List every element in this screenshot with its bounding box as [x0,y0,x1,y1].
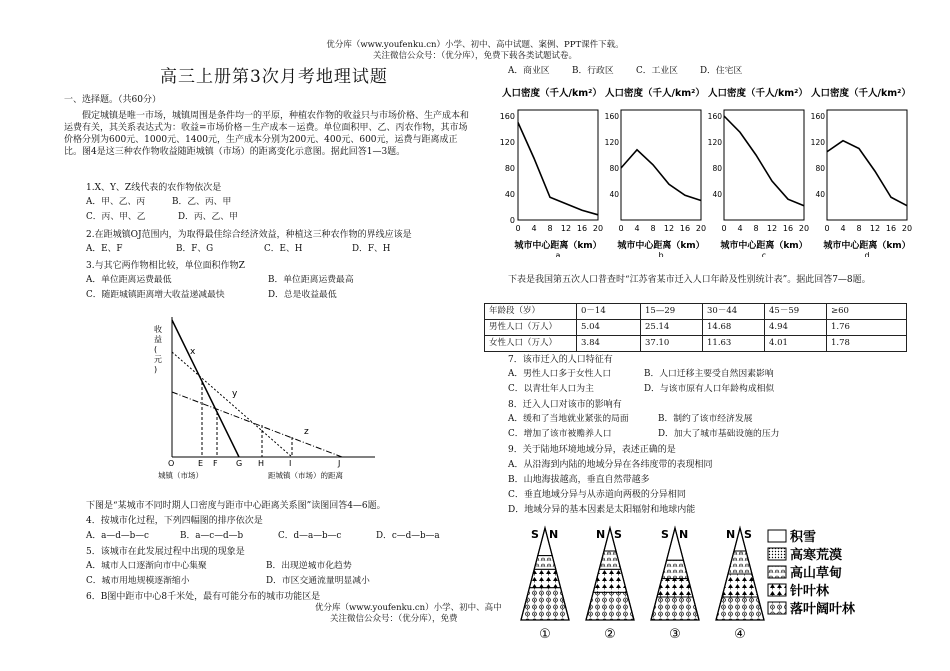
q7-option-a[interactable]: A．男性人口多于女性人口 [508,369,612,379]
table-cell: 年龄段（岁） [485,304,577,320]
density-xlabel: 城市中心距离（km） [720,241,808,251]
label-x: x [190,347,196,357]
density-panel-a [500,87,603,257]
legend-swatch [768,566,786,578]
q4-option-b[interactable]: B．a—c—d—b [180,531,244,541]
mountain-label: ④ [734,627,746,642]
q9-option-d[interactable]: D．地域分异的基本因素是太阳辐射和地球内能 [508,505,696,515]
q7-option-b[interactable]: B．人口迁移主要受自然因素影响 [644,369,774,379]
point-h: H [258,459,265,468]
density-xtick: 20 [592,224,604,233]
q3-options-2 [86,290,428,302]
table-cell: 1.76 [827,320,907,336]
label-y: y [232,389,238,399]
density-xtick: 0 [515,224,521,233]
legend-swatch [768,602,786,614]
density-ytick: 120 [500,138,515,147]
population-density-charts [500,82,925,257]
fig4-left-label: 城镇（市场） [158,471,203,480]
legend-swatch [768,548,786,560]
table-row [485,320,907,336]
density-ytick: 160 [810,112,825,121]
mountain-side-left: N [596,528,606,541]
label-z: z [304,427,309,437]
mountain-side-right: N [679,528,689,541]
density-xtick: 4 [634,224,640,233]
q2-option-c[interactable]: C．E、H [264,244,303,254]
section-heading: 一、选择题。（共60分） [64,95,161,105]
density-ylabel: 人口密度（千人/km²） [502,88,602,99]
density-xtick: 8 [753,224,759,233]
q2-option-b[interactable]: B．F、G [176,244,214,254]
footer-line2: 关注微信公众号：（优分库），免费 [330,614,458,624]
q5-stem: 5．该城市在此发展过程中出现的现象是 [86,547,245,557]
density-xtick: 12 [766,224,778,233]
mountain-band [716,597,764,620]
density-curve-c [724,116,804,206]
density-curve-d [827,141,907,206]
footer-line1: 优分库（www.youfenku.cn）小学、初中、高中 [315,603,502,613]
legend-swatch [768,530,786,542]
density-panel-b [605,87,706,257]
q4-stem: 4．按城市化过程，下列四幅图的排序依次是 [86,516,263,526]
density-panel-label: a [555,251,561,257]
q1-options-2 [86,212,268,224]
density-xlabel: 城市中心距离（km） [514,241,602,251]
q6-stem: 6．B图中距市中心8千米处，最有可能分布的城市功能区是 [86,592,321,602]
mountain-1 [521,528,569,642]
table-cell: 30－44 [703,304,765,320]
q9-option-a[interactable]: A．从沿海到内陆的地域分异在各纬度带的表现相同 [508,460,713,470]
header-line2: 关注微信公众号：（优分库），免费下载各类试题试卷。 [372,51,577,61]
point-g: G [236,459,243,468]
density-panel-d [811,87,912,257]
q7-option-d[interactable]: D．与该市原有人口年龄构成相似 [644,384,775,394]
line-z [172,392,342,457]
mountain-band [586,592,634,620]
vertical-zonation-figure [510,520,922,650]
mountain-side-right: S [614,528,622,541]
density-curve-b [621,150,701,201]
q9-stem: 9．关于陆地环境地域分异，表述正确的是 [508,445,676,455]
density-ytick: 160 [707,112,722,121]
density-xlabel: 城市中心距离（km） [617,241,705,251]
q5-option-c[interactable]: C．城市用地规模逐渐缩小 [86,576,190,586]
q6-options [508,66,764,78]
table-cell: 14.68 [703,320,765,336]
mountain-label: ② [604,627,616,642]
density-ytick: 80 [712,164,722,173]
table-cell: 37.10 [641,336,703,352]
table-row [485,336,907,352]
legend-label: 高寒荒漠 [790,548,843,563]
density-ytick: 40 [609,190,619,199]
table-header-row [485,304,907,320]
q3-option-d[interactable]: D．总是收益最低 [268,290,337,300]
mountain-side-right: N [549,528,559,541]
density-ytick: 120 [810,138,825,147]
mountain-4 [716,528,764,642]
legend-label: 高山草甸 [790,566,843,581]
point-j: J [338,459,341,468]
q2-options [86,244,432,256]
q9-option-b[interactable]: B．山地海拔越高，垂直自然带越多 [508,475,650,485]
mountain-band [657,579,693,597]
density-ytick: 120 [604,138,619,147]
table-cell: 4.94 [765,320,827,336]
point-f: F [213,459,218,468]
density-ytick: 40 [504,190,515,199]
density-xtick: 20 [798,224,810,233]
q8-option-a[interactable]: A．缓和了当地就业紧张的局面 [508,414,629,424]
density-xtick: 4 [531,224,537,233]
q5-option-a[interactable]: A．城市人口逐渐向市中心集聚 [86,561,207,571]
q2-option-a[interactable]: A．E、F [86,244,123,254]
mountain-2 [586,528,634,642]
q6-option-b[interactable]: B．行政区 [572,66,614,76]
q8-option-b[interactable]: B．制约了该市经济发展 [658,414,753,424]
density-xtick: 4 [840,224,846,233]
density-frame [518,110,598,220]
q3-option-c[interactable]: C．随距城镇距离增大收益递减最快 [86,290,225,300]
legend-swatch [768,584,786,596]
mountain-side-left: N [726,528,736,541]
table-cell: 女性人口（万人） [485,336,577,352]
q7-options [508,369,844,381]
table-cell: 4.01 [765,336,827,352]
density-xtick: 0 [824,224,830,233]
q1-options [86,197,262,209]
density-frame [827,110,907,220]
density-xtick: 8 [547,224,553,233]
revenue-distance-figure [150,312,380,482]
density-ytick: 160 [500,112,515,121]
q3-option-b[interactable]: B．单位距离运费最高 [268,275,354,285]
q8-option-c[interactable]: C．增加了该市被赡养人口 [508,429,612,439]
table-cell: 5.04 [577,320,641,336]
table-cell: 11.63 [703,336,765,352]
q5-option-b[interactable]: B．出现逆城市化趋势 [266,561,352,571]
mountain-3 [651,528,699,642]
mountain-label: ① [539,627,551,642]
q7-options-2 [508,384,844,396]
table-cell: 25.14 [641,320,703,336]
mountain-side-left: S [531,528,539,541]
fig4-ylabel: 收益(元) [154,325,162,374]
q1-stem: 1.X、Y、Z线代表的农作物依次是 [86,183,222,193]
density-xtick: 12 [663,224,675,233]
density-xtick: 0 [721,224,727,233]
density-xtick: 8 [856,224,862,233]
mountain-band [599,551,621,569]
q5-option-d[interactable]: D．市区交通流量明显减小 [266,576,370,586]
q6-option-a[interactable]: A．商业区 [508,66,550,76]
table-cell: 0－14 [577,304,641,320]
mountain-label: ③ [669,627,681,642]
density-xtick: 16 [885,224,897,233]
density-ytick: 120 [707,138,722,147]
density-xtick: 20 [901,224,913,233]
density-ytick: 40 [815,190,825,199]
q8-options-2 [508,429,838,441]
q2-option-d[interactable]: D．F、H [352,244,391,254]
q8-options [508,414,818,426]
q1-option-a[interactable]: A．甲、乙、丙 [86,197,146,207]
q6-option-c[interactable]: C．工业区 [636,66,678,76]
density-xtick: 12 [560,224,572,233]
q8-option-d[interactable]: D．加大了城市基础设施的压力 [658,429,780,439]
density-panel-label: d [864,251,870,257]
q4-option-a[interactable]: A．a—d—b—c [86,531,149,541]
density-ylabel: 人口密度（千人/km²） [605,88,705,99]
q1-option-b[interactable]: B．乙、丙、甲 [172,197,232,207]
table-cell: 1.78 [827,336,907,352]
migration-table [484,303,907,352]
q7-option-c[interactable]: C．以青壮年人口为主 [508,384,594,394]
density-xtick: 4 [737,224,743,233]
density-ytick: 80 [815,164,825,173]
density-panel-label: b [658,251,664,257]
density-frame [724,110,804,220]
density-frame [621,110,701,220]
intro-paragraph: 假定城镇是唯一市场，城镇周围是条件均一的平原，种植农作物的收益只与市场价格、生产成本和运费有关，其关系表达式为：收益=市场价格－生产成本－运费。单位面积甲、乙、丙农作物，其市场价格分别为600元、1000元、1400元，生产成本分别为200元、400元、600元，运费与距离成正比。图4是这三种农作物收益随距城镇（市场）的距离变化示意图。据此回答1—3题。 [64,111,470,158]
density-ytick: 0 [509,216,515,225]
density-xtick: 16 [782,224,794,233]
density-ylabel: 人口密度（千人/km²） [708,88,808,99]
q1-option-c[interactable]: C．丙、甲、乙 [86,212,146,222]
density-curve-a [518,123,598,215]
q3-option-a[interactable]: A．单位距离运费最低 [86,275,172,285]
density-ytick: 40 [712,190,722,199]
point-o: O [168,459,175,468]
density-ytick: 80 [504,164,515,173]
legend-label: 积雪 [790,530,817,545]
density-xtick: 16 [679,224,691,233]
q4-option-d[interactable]: D．c—d—b—a [376,531,440,541]
density-xtick: 8 [650,224,656,233]
table-cell: 3.84 [577,336,641,352]
q8-stem: 8．迁入人口对该市的影响有 [508,400,622,410]
page-title: 高三上册第3次月考地理试题 [160,67,388,87]
point-i: I [289,459,292,468]
mountain-side-right: S [744,528,752,541]
q3-stem: 3.与其它两作物相比较，单位面积作物Z [86,261,245,271]
q4-option-c[interactable]: C．d—a—b—c [278,531,342,541]
mountain-side-left: S [661,528,669,541]
line-x [172,320,239,457]
fig4-right-label: 距城镇（市场）的距离 [268,471,343,480]
intro3: 下表是我国第五次人口普查时“江苏省某市迁入人口年龄及性别统计表”。据此回答7—8题。 [508,275,871,285]
legend-label: 落叶阔叶林 [790,602,856,617]
mountain-band [651,597,699,620]
density-panel-label: c [761,251,767,257]
density-xtick: 20 [695,224,707,233]
legend-label: 针叶林 [790,584,830,599]
intro2: 下图是“某城市不同时期人口密度与距市中心距离关系图”读图回答4—6题。 [86,501,386,511]
density-xtick: 0 [618,224,624,233]
density-ylabel: 人口密度（千人/km²） [811,88,911,99]
q5-options-2 [86,576,426,588]
density-xtick: 16 [576,224,588,233]
q2-stem: 2.在距城镇OJ范围内，为取得最佳综合经济效益，种植这三种农作物的界线应该是 [86,230,412,240]
density-panel-c [708,87,809,257]
q1-option-d[interactable]: D．丙、乙、甲 [178,212,238,222]
point-e: E [198,459,204,468]
density-xtick: 12 [869,224,881,233]
q6-option-d[interactable]: D．住宅区 [700,66,743,76]
q4-options [86,531,466,543]
header-line1: 优分库（www.youfenku.cn）小学、初中、高中试题、案例、PPT课件下载。 [326,40,624,50]
density-xlabel: 城市中心距离（km） [823,241,911,251]
q7-stem: 7．该市迁入的人口特征有 [508,355,613,365]
q9-option-c[interactable]: C．垂直地域分异与从赤道向两极的分异相同 [508,490,686,500]
table-cell: 15—29 [641,304,703,320]
q3-options [86,275,428,287]
table-cell: ≥60 [827,304,907,320]
table-cell: 男性人口（万人） [485,320,577,336]
density-ytick: 160 [604,112,619,121]
table-cell: 45－59 [765,304,827,320]
density-ytick: 80 [609,164,619,173]
q5-options [86,561,426,573]
